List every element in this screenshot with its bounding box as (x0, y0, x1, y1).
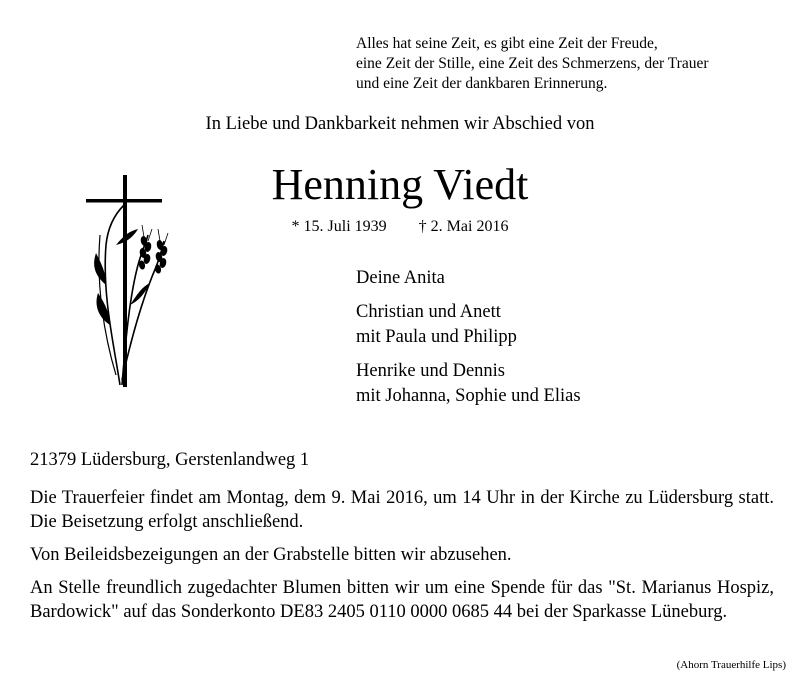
motto-line: und eine Zeit der dankbaren Erinnerung. (356, 75, 608, 92)
mourner-group (356, 359, 776, 409)
mourner-line: Christian und Anett (356, 302, 501, 322)
mourner-line: Henrike und Dennis (356, 361, 505, 381)
mourners-list (356, 266, 776, 418)
family-address: 21379 Lüdersburg, Gerstenlandweg 1 (30, 450, 310, 470)
notice-paragraph: Die Trauerfeier findet am Montag, dem 9. Mai 2016, um 14 Uhr in der Kirche zu Lüdersburg statt. Die Beisetzung erfolgt anschließend. (30, 488, 774, 532)
mourner-line: Deine Anita (356, 268, 445, 288)
death-date: † 2. Mai 2016 (418, 218, 509, 235)
farewell-intro: In Liebe und Dankbarkeit nehmen wir Abschied von (205, 114, 595, 134)
motto-line: eine Zeit der Stille, eine Zeit des Schmerzens, der Trauer (356, 55, 709, 72)
motto-line: Alles hat seine Zeit, es gibt eine Zeit der Freude, (356, 35, 658, 52)
undertaker-credit: (Ahorn Trauerhilfe Lips) (676, 659, 786, 671)
mourner-group (356, 300, 776, 350)
mourner-group (356, 266, 776, 291)
funeral-notices (30, 486, 774, 633)
notice-paragraph: An Stelle freundlich zugedachter Blumen bitten wir um eine Spende für das "St. Marianus Hospiz, Bardowick" auf das Sonderkonto DE83 2405 0110 0000 0685 44 bei der Sparkasse Lüneburg. (30, 578, 774, 622)
mourner-line: mit Johanna, Sophie und Elias (356, 386, 581, 406)
birth-date: * 15. Juli 1939 (291, 218, 387, 235)
mourner-line: mit Paula und Philipp (356, 327, 517, 347)
deceased-name: Henning Viedt (271, 160, 529, 209)
motto-quote (356, 34, 786, 94)
notice-paragraph: Von Beileidsbezeigungen an der Grabstelle bitten wir abzusehen. (30, 545, 512, 565)
cross-with-wheat-icon (86, 175, 176, 390)
